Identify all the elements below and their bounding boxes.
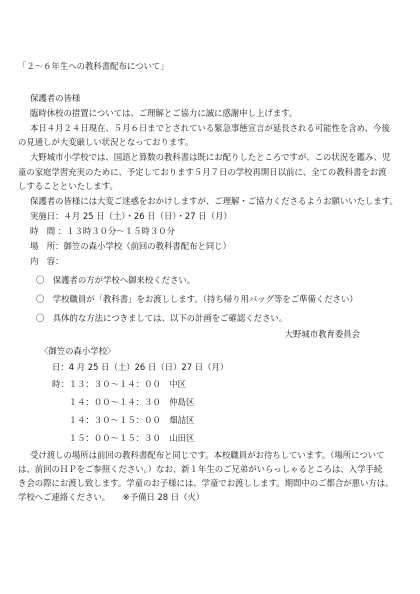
- schedule-row: １４：００～１４：３０ 仲島区: [52, 397, 195, 407]
- schedule-row: １５：００～１５：３０ 山田区: [52, 433, 195, 443]
- paragraph-3-line-1: 大野城市小学校では、国語と算数の教科書は既にお配りしたところですが、この状況を鑑み、児: [30, 152, 391, 162]
- event-dates: 実施日：４月 25 日（土）・26 日（日）・27 日（月）: [30, 211, 232, 221]
- paragraph-4: 保護者の皆様には大変ご迷惑をおかけしますが、ご理解・ご協力くださるようお願いいたします。: [30, 196, 398, 206]
- paragraph-1: 臨時休校の措置については、ご理解とご協力に誠に感謝申し上げます。: [30, 108, 298, 118]
- content-item-1: 〇 保護者の方が学校へ御来校ください。: [36, 275, 196, 285]
- paragraph-2-line-2: の見通しが大変厳しい状況となっております。: [18, 137, 194, 147]
- schedule-date: 日：4 月 25 日（土）26 日（日）27 日（月）: [52, 362, 229, 372]
- schedule-row: 時：１３：３０～１４：００ 中区: [52, 379, 186, 389]
- paragraph-5-line-1: 受け渡しの場所は前回の教科書配布と同じです。本校職員がお待ちしています。（場所について: [30, 450, 385, 460]
- schedule-row: １４：３０～１５：００ 畑詰区: [52, 415, 195, 425]
- greeting-recipient: 保護者の皆様: [30, 93, 81, 103]
- content-item-3: 〇 具体的な方法につきましては、以下の計画をご確認ください。: [36, 313, 288, 323]
- paragraph-5-line-4: 学校へご連絡ください。 ※予備日 28 日（火）: [18, 492, 205, 502]
- event-content-label: 内 容：: [30, 256, 64, 266]
- event-time: 時 間 ：１３時３０分～１５時３０分: [30, 226, 176, 236]
- paragraph-5-line-3: き会の際にお渡し致します。学童のお子様には、学童でお渡しします。期間中のご都合が悪い方は、: [18, 478, 394, 488]
- paragraph-3-line-3: しすることといたします。: [18, 181, 118, 191]
- paragraph-3-line-2: 童の家庭学習充実のために、予定しております５月７日の学校再開日以前に、全ての教科書をお渡: [18, 167, 387, 177]
- paragraph-5-line-2: は、前回のＨＰをご参照ください。）なお、新１年生のご兄弟がいらっしゃるところは、入学手続: [18, 464, 383, 474]
- sender: 大野城市教育委員会: [284, 329, 360, 339]
- content-item-2: 〇 学校職員が「教科書」をお渡しします。（持ち帰り用バッグ等をご準備ください）: [36, 294, 358, 304]
- school-name: 〈御笠の森小学校〉: [40, 346, 116, 356]
- document-title: 「２～６年生への教科書配布について」: [18, 61, 169, 71]
- event-place: 場 所：御笠の森小学校（前回の教科書配布と同じ）: [30, 241, 231, 251]
- paragraph-2-line-1: 本日４月２４日現在、５月６日までとされている緊急事態宣言が延長される可能性を含め、今後: [30, 123, 390, 133]
